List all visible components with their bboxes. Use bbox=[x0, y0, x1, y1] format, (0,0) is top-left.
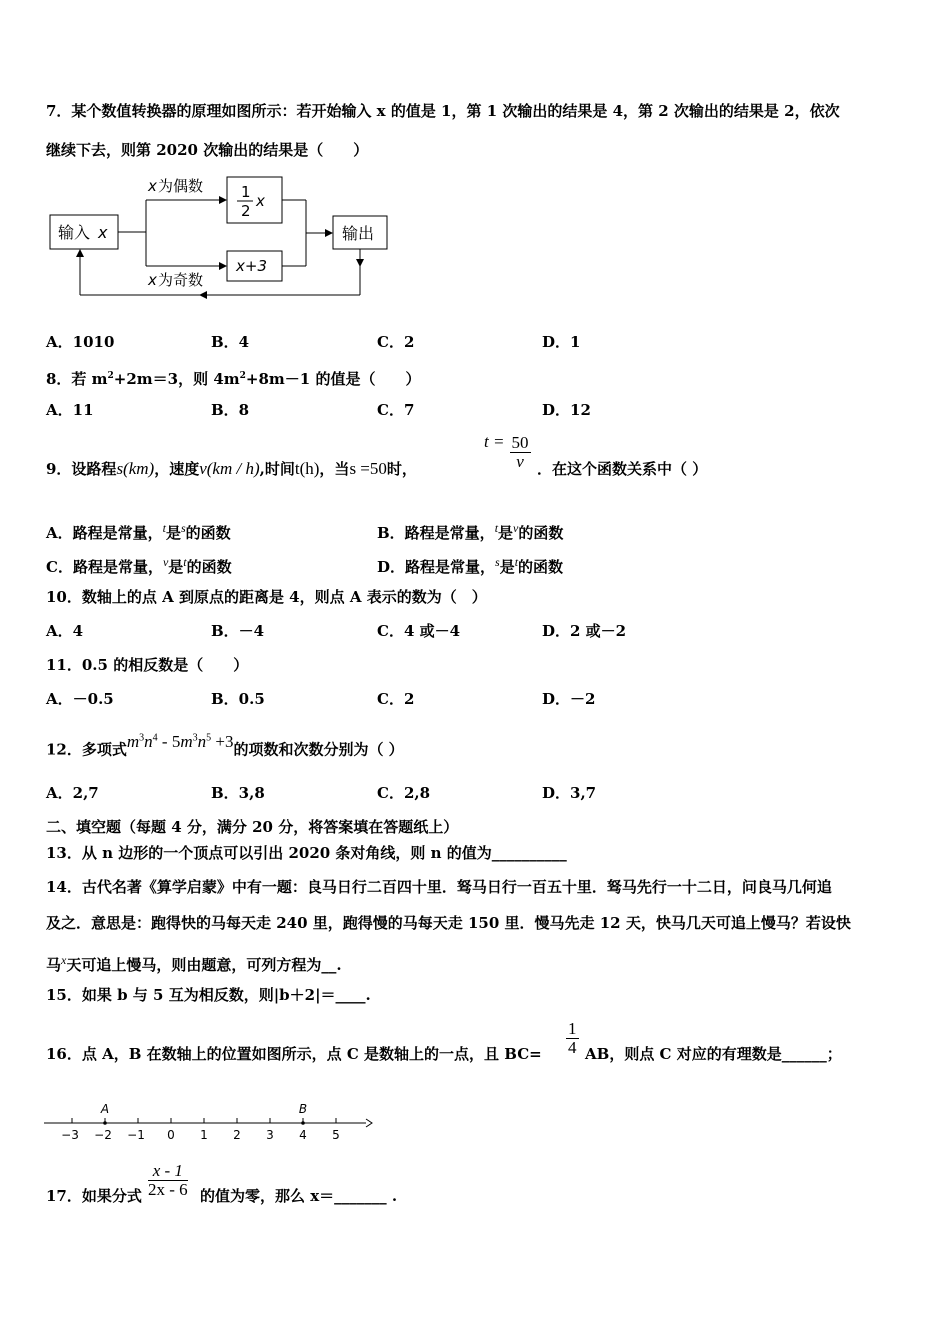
q7-line1: 7．某个数值转换器的原理如图所示：若开始输入 x 的值是 1，第 1 次输出的结果是 4，第 2 次输出的结果是 2，依次 bbox=[46, 102, 840, 120]
q7-flow-diagram bbox=[40, 168, 400, 303]
q9-stem: 9．设路程s(km)，速度v(km / h),时间t(h)，当s =50时， bbox=[46, 459, 417, 478]
q12-option-a: A．2,7 bbox=[46, 784, 99, 802]
q12-option-d: D．3,7 bbox=[542, 784, 597, 802]
q16-stem-start: 16．点 A，B 在数轴上的位置如图所示，点 C 是数轴上的一点，且 BC= bbox=[46, 1045, 542, 1063]
q9-stem-end: ．在这个函数关系中（ ） bbox=[537, 460, 708, 478]
half-num: 1 bbox=[241, 183, 251, 201]
q16-fraction: $\frac{1}{4}$ bbox=[568, 1019, 577, 1057]
section-2-heading: 二、填空题（每题 4 分，满分 20 分，将答案填在答题纸上） bbox=[46, 818, 459, 836]
q12-option-c: C．2,8 bbox=[377, 784, 431, 802]
q11-option-c: C．2 bbox=[377, 690, 415, 708]
tick-label: −1 bbox=[127, 1128, 145, 1142]
q17-fraction: $\frac{x - 1}{2x - 6}$ bbox=[148, 1161, 188, 1199]
q17-stem-start: 17．如果分式 bbox=[46, 1187, 142, 1205]
even-var: x bbox=[148, 177, 157, 195]
half-var: x bbox=[256, 192, 265, 210]
q13-stem: 13．从 n 边形的一个顶点可以引出 2020 条对角线，则 n 的值为__________ bbox=[46, 844, 567, 862]
q7-line2: 继续下去，则第 2020 次输出的结果是（ ） bbox=[46, 141, 369, 159]
half-box bbox=[227, 177, 282, 223]
q11-option-d: D．－2 bbox=[542, 690, 596, 708]
input-var: x bbox=[98, 223, 108, 242]
q11-option-b: B．0.5 bbox=[211, 690, 265, 708]
half-den: 2 bbox=[241, 202, 251, 220]
q9-option-a: A．路程是常量，$^t$是$^s$的函数 bbox=[46, 521, 231, 542]
tick-label: 1 bbox=[200, 1128, 208, 1142]
q14-line3: 马$^x$天可追上慢马，则由题意，可列方程为__. bbox=[46, 953, 342, 974]
tick-label: −3 bbox=[61, 1128, 79, 1142]
q7-option-d: D．1 bbox=[542, 333, 581, 351]
odd-var: x bbox=[148, 271, 157, 289]
q16-number-line bbox=[44, 1098, 374, 1143]
q15-stem: 15．如果 b 与 5 互为相反数，则|b＋2|＝____. bbox=[46, 986, 371, 1004]
q7-option-b: B．4 bbox=[211, 333, 250, 351]
q9-t-formula: t = $\frac{50}{v}$ bbox=[484, 432, 529, 471]
tick-label: −2 bbox=[94, 1128, 112, 1142]
tick-label: 5 bbox=[332, 1128, 340, 1142]
output-label: 输出 bbox=[342, 224, 375, 243]
q11-option-a: A．－0.5 bbox=[46, 690, 114, 708]
input-label: 输入 bbox=[58, 223, 91, 242]
tick-label: 3 bbox=[266, 1128, 274, 1142]
q8-option-a: A．11 bbox=[46, 401, 94, 419]
tick-label: 2 bbox=[233, 1128, 241, 1142]
q10-stem: 10．数轴上的点 A 到原点的距离是 4，则点 A 表示的数为（ ） bbox=[46, 588, 487, 606]
odd-label: 为奇数 bbox=[158, 271, 204, 289]
q12-stem: 12．多项式$m^3n^4 - 5m^3n^5 +3$的项数和次数分别为（ ） bbox=[46, 731, 404, 759]
point-a bbox=[103, 1121, 107, 1125]
q10-option-d: D．2 或－2 bbox=[542, 622, 627, 640]
tick-label: 0 bbox=[167, 1128, 175, 1142]
label-a: A bbox=[100, 1102, 110, 1116]
tick-label: 4 bbox=[299, 1128, 307, 1142]
q7-option-c: C．2 bbox=[377, 333, 415, 351]
q14-line1: 14．古代名著《算学启蒙》中有一题：良马日行二百四十里．驽马日行一百五十里．驽马先行一十二日，问良马几何追 bbox=[46, 878, 832, 896]
q8-stem: 8．若 $m^2+2m=3$，则 $4m^2+8m-1$ 的值是（ ） bbox=[46, 370, 421, 388]
q8-option-c: C．7 bbox=[377, 401, 415, 419]
q10-option-b: B．－4 bbox=[211, 622, 265, 640]
even-label: 为偶数 bbox=[158, 177, 204, 195]
q11-stem: 11．0.5 的相反数是（ ） bbox=[46, 656, 249, 674]
q12-option-b: B．3,8 bbox=[211, 784, 265, 802]
point-b bbox=[301, 1121, 305, 1125]
q9-option-d: D．路程是常量，$^s$是$^t$的函数 bbox=[377, 555, 564, 576]
q9-option-c: C．路程是常量，$^v$是$^t$的函数 bbox=[46, 555, 232, 576]
q16-stem-end: AB，则点 C 对应的有理数是______； bbox=[585, 1045, 842, 1063]
plus3-label: x+3 bbox=[236, 257, 267, 275]
q8-option-b: B．8 bbox=[211, 401, 250, 419]
q8-option-d: D．12 bbox=[542, 401, 591, 419]
q10-option-c: C．4 或－4 bbox=[377, 622, 461, 640]
q7-option-a: A．1010 bbox=[46, 333, 115, 351]
q17-stem-end: 的值为零，那么 x＝_______ . bbox=[200, 1187, 398, 1205]
label-b: B bbox=[298, 1102, 308, 1116]
q10-option-a: A．4 bbox=[46, 622, 84, 640]
q14-line2: 及之．意思是：跑得快的马每天走 240 里，跑得慢的马每天走 150 里．慢马先走 12 天，快马几天可追上慢马？若设快 bbox=[46, 914, 851, 932]
q9-option-b: B．路程是常量，$^t$是$^v$的函数 bbox=[377, 521, 564, 542]
